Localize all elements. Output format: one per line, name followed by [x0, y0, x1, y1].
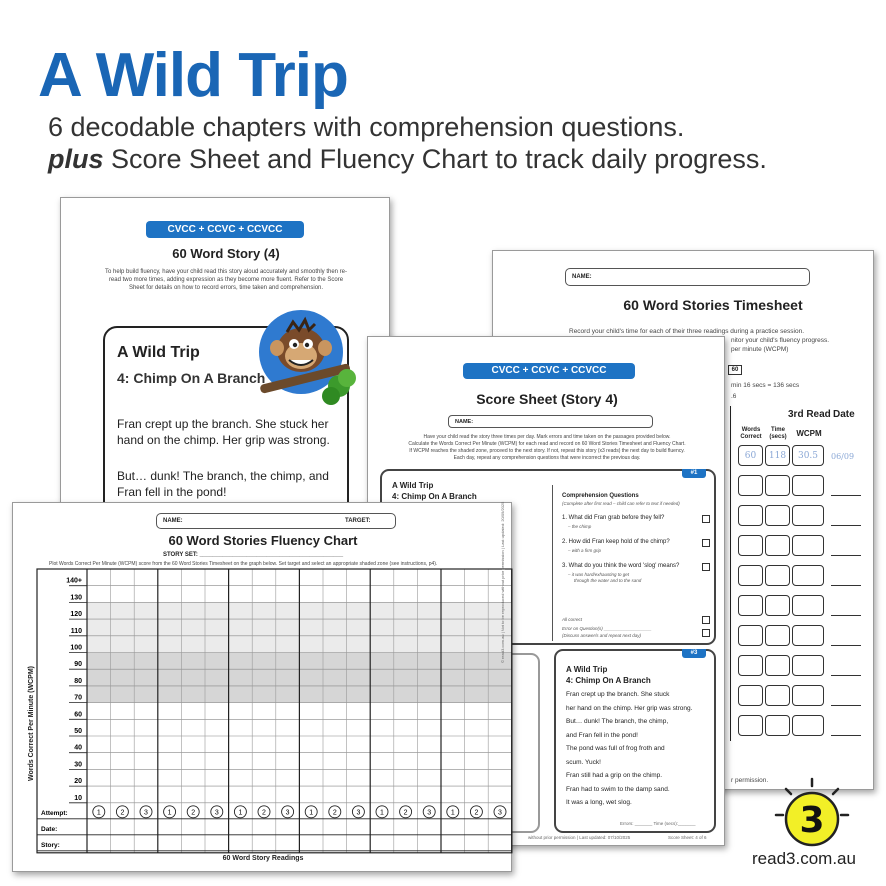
timesheet-entry-box[interactable]	[792, 595, 824, 616]
timesheet-entry-box[interactable]	[765, 655, 790, 676]
read-3-panel	[554, 649, 716, 833]
read-3-story-line: But… dunk! The branch, the chimp,	[566, 718, 669, 725]
error-checkbox[interactable]	[702, 629, 710, 637]
attempt-number: 1	[450, 809, 455, 817]
score-name-field: NAME:	[448, 415, 653, 428]
read-3-story-line: scum. Yuck!	[566, 758, 601, 766]
read-3-errors: Errors: _______ Time (secs):_______	[620, 821, 696, 826]
timesheet-entry-box[interactable]	[765, 595, 790, 616]
timesheet-entry-box[interactable]	[765, 685, 790, 706]
timesheet-instruction-1: Record your child's time for each of their three readings during a practice session.	[569, 328, 804, 335]
copyright-side-note: © read3.com.au | Not to be reproduced without prior permission | Last updated: 20/09/2025	[500, 501, 505, 663]
date-entry-line[interactable]	[831, 495, 861, 496]
wcpm-header: WCPM	[796, 429, 822, 438]
fluency-name-label: NAME:	[163, 518, 183, 524]
y-axis-label: Words Correct Per Minute (WCPM)	[28, 666, 35, 781]
answer-1: – the chimp	[568, 524, 592, 529]
y-tick-label: 10	[74, 794, 82, 802]
timesheet-footer: r permission.	[731, 777, 769, 784]
fluency-instructions: Plot Words Correct Per Minute (WCPM) score from the 60 Word Stories Timesheet on the graph below. Set target and select an appropriate shaded zone (see instructions, p4).	[49, 561, 438, 567]
timesheet-entry-box[interactable]	[792, 505, 824, 526]
timesheet-entry-box[interactable]	[765, 505, 790, 526]
attempt-number: 3	[427, 809, 432, 817]
question-2-checkbox[interactable]	[702, 539, 710, 547]
read3-logo-icon	[772, 775, 852, 855]
y-tick-label: 20	[74, 778, 82, 786]
score-instructions	[382, 434, 712, 462]
time-secs-header: Time (secs)	[769, 427, 787, 440]
date-heading: Date	[833, 409, 855, 420]
date-entry-line[interactable]	[831, 555, 861, 556]
timesheet-entry-box[interactable]	[765, 535, 790, 556]
answer-3a: – it was hard/exhausting to get	[568, 572, 630, 577]
fluency-grid	[31, 569, 501, 859]
monkey-illustration	[251, 308, 361, 418]
timesheet-instruction-3: per minute (WCPM)	[731, 346, 789, 353]
y-tick-label: 90	[74, 661, 82, 669]
timesheet-entry-box[interactable]	[738, 625, 763, 646]
date-entry-line[interactable]	[831, 645, 861, 646]
y-tick-label: 100	[70, 644, 82, 652]
error-question-label: Error on Question(s) ___________________	[562, 626, 652, 631]
read-3-tag: #3	[682, 649, 706, 658]
page-title: A Wild Trip	[38, 41, 348, 110]
attempt-number: 3	[214, 809, 219, 817]
question-1-checkbox[interactable]	[702, 515, 710, 523]
y-tick-label: 50	[74, 728, 82, 735]
score-instruction-2: Calculate the Words Correct Per Minute (WCPM) for each read and record on 60 Word Stories Timesheet and Fluency Chart.	[408, 441, 686, 447]
timesheet-example: min 16 secs = 136 secs	[731, 382, 800, 389]
timesheet-name-field: NAME:	[565, 268, 810, 286]
timesheet-divider	[730, 406, 731, 741]
y-tick-label: 120	[70, 611, 82, 619]
y-tick-label: 130	[70, 594, 82, 602]
attempt-number: 1	[96, 809, 101, 817]
sample-wcpm: 30.5	[792, 445, 824, 466]
story-instructions: To help build fluency, have your child read this story aloud accurately and smoothly then re-read two more times, adding expression as they become more fluent. Refer to the Score Sheet for details on how to record errors, time taken and comprehension.	[104, 269, 348, 291]
timesheet-entry-box[interactable]	[738, 475, 763, 496]
question-1: 1. What did Fran grab before they fell?	[562, 515, 665, 521]
attempt-number: 2	[120, 809, 125, 817]
timesheet-entry-box[interactable]	[765, 565, 790, 586]
timesheet-heading: 60 Word Stories Timesheet	[623, 297, 803, 313]
date-entry-line[interactable]	[831, 735, 861, 736]
score-instruction-4: Each day, repeat any comprehension questions that were incorrect the previous day.	[453, 455, 641, 461]
timesheet-entry-box[interactable]	[738, 535, 763, 556]
attempt-number: 1	[380, 809, 384, 817]
story-paragraph-2: But… dunk! The branch, the chimp, and Fran fell in the pond!	[117, 469, 329, 499]
score-phonics-pill: CVCC + CCVC + CCVCC	[463, 363, 635, 379]
question-3-checkbox[interactable]	[702, 563, 710, 571]
sample-words-correct: 60	[738, 445, 763, 466]
read-3-chapter: 4: Chimp On A Branch	[566, 676, 651, 685]
cq-note: (Complete after first read – child can refer to text if needed)	[562, 501, 680, 506]
fluency-heading: 60 Word Stories Fluency Chart	[168, 533, 358, 548]
story-phonics-pill: CVCC + CCVC + CCVCC	[146, 221, 304, 238]
attempt-label: Attempt:	[41, 809, 68, 817]
timesheet-entry-box[interactable]	[738, 505, 763, 526]
timesheet-example-2: .6	[731, 393, 737, 400]
discuss-note: (Discuss answer/s and repeat next day)	[562, 633, 642, 638]
attempt-number: 2	[332, 809, 337, 817]
answer-2: – with a firm grip	[568, 548, 602, 553]
fluency-name-target-field	[156, 513, 396, 529]
y-tick-label: 30	[74, 761, 82, 769]
story-heading: 60 Word Story (4)	[172, 246, 280, 261]
read-3-story-line: The pond was full of frog froth and	[566, 745, 665, 752]
timesheet-entry-box[interactable]	[765, 625, 790, 646]
date-label: Date:	[41, 825, 58, 833]
y-tick-label: 70	[74, 694, 82, 702]
score-footer-left: without prior permission | Last updated: 07/10/2025	[528, 835, 631, 840]
story-title: A Wild Trip	[117, 344, 200, 361]
score-instruction-1: Have your child read the story three times per day. Mark errors and time taken on the passages provided below.	[423, 434, 671, 440]
timesheet-entry-box[interactable]	[792, 655, 824, 676]
timesheet-entry-box[interactable]	[765, 475, 790, 496]
read-3-story-line: It was a long, wet slog.	[566, 799, 632, 806]
attempt-number: 3	[144, 809, 148, 817]
timesheet-entry-box[interactable]	[792, 475, 824, 496]
timesheet-entry-box[interactable]	[792, 535, 824, 556]
site-url: read3.com.au	[752, 849, 856, 868]
attempt-number: 2	[474, 809, 479, 817]
timesheet-entry-box[interactable]	[765, 715, 790, 736]
fluency-chart-page	[12, 502, 512, 872]
date-entry-line[interactable]	[831, 615, 861, 616]
timesheet-sixty-box: 60	[728, 365, 742, 375]
story-chapter: 4: Chimp On A Branch	[117, 370, 266, 386]
read-1-tag: #1	[682, 469, 706, 478]
cq-title: Comprehension Questions	[562, 493, 639, 499]
read-3-story-line: Fran had to swim to the damp sand.	[566, 785, 670, 793]
fluency-target-label: TARGET:	[345, 518, 371, 524]
all-correct-checkbox[interactable]	[702, 616, 710, 624]
subtitle-line-1: 6 decodable chapters with comprehension questions.	[48, 112, 685, 142]
sample-time: 118	[765, 445, 790, 466]
y-tick-label: 40	[74, 744, 82, 752]
story-page	[60, 197, 390, 517]
answer-3b: through the water and to the sand	[574, 578, 642, 583]
attempt-number: 2	[403, 809, 408, 817]
date-entry-line[interactable]	[831, 705, 861, 706]
date-entry-line[interactable]	[831, 675, 861, 676]
timesheet-entry-box[interactable]	[738, 565, 763, 586]
timesheet-entry-box[interactable]	[738, 655, 763, 676]
timesheet-entry-box[interactable]	[738, 685, 763, 706]
logo-digit: 3	[799, 800, 825, 841]
y-tick-label: 110	[70, 627, 82, 635]
attempt-number: 1	[309, 809, 314, 817]
timesheet-entry-box[interactable]	[792, 625, 824, 646]
story-set-field: STORY SET: ___________________________________________	[163, 552, 344, 558]
read-1-title: A Wild Trip	[392, 481, 434, 490]
x-axis-label: 60 Word Story Readings	[222, 855, 304, 862]
read-3-story-line: her hand on the chimp. Her grip was strong.	[566, 704, 693, 712]
date-entry-line[interactable]	[831, 585, 861, 586]
question-3: 3. What do you think the word 'slog' means?	[562, 563, 680, 569]
timesheet-entry-box[interactable]	[738, 715, 763, 736]
attempt-number: 3	[498, 809, 502, 817]
timesheet-entry-box[interactable]	[792, 715, 824, 736]
attempt-number: 1	[167, 809, 172, 817]
read-3-story-line: Fran crept up the branch. She stuck	[566, 691, 670, 698]
score-footer-right: Score Sheet: 4 of 6	[668, 835, 707, 840]
read-1-chapter: 4: Chimp On A Branch	[392, 492, 477, 501]
read-3-title: A Wild Trip	[566, 665, 608, 674]
score-heading: Score Sheet (Story 4)	[476, 391, 618, 407]
subtitle-plus: plus	[48, 144, 104, 174]
timesheet-entry-box[interactable]	[738, 595, 763, 616]
attempt-number: 1	[238, 809, 243, 817]
timesheet-entry-box[interactable]	[792, 565, 824, 586]
sample-date: 06/09	[831, 452, 855, 461]
attempt-number: 3	[356, 809, 361, 817]
attempt-number: 2	[191, 809, 196, 817]
read-3-story-line: and Fran fell in the pond!	[566, 731, 638, 739]
read-1-divider	[552, 485, 553, 641]
words-correct-header: Words Correct	[740, 427, 762, 440]
read-3-story-line: Fran still had a grip on the chimp.	[566, 772, 663, 779]
third-read-heading: 3rd Read	[788, 409, 831, 420]
subtitle-line-2	[48, 144, 767, 175]
timesheet-instruction-2: nitor your child's fluency progress.	[731, 337, 830, 344]
date-entry-line[interactable]	[831, 525, 861, 526]
question-2: 2. How did Fran keep hold of the chimp?	[562, 539, 670, 545]
subtitle-rest: Score Sheet and Fluency Chart to track daily progress.	[103, 144, 767, 174]
y-tick-label: 140+	[66, 577, 82, 585]
y-tick-label: 60	[74, 711, 82, 719]
y-tick-label: 80	[74, 677, 82, 685]
score-instruction-3: If WCPM reaches the shaded zone, proceed to the next story. If not, repeat this story (x3 reads) the next day to build fluency.	[409, 448, 685, 454]
story-paragraph-1: Fran crept up the branch. She stuck her hand on the chimp. Her grip was strong.	[117, 417, 330, 447]
story-label: Story:	[41, 841, 60, 849]
all-correct-label: All correct	[562, 617, 583, 622]
attempt-number: 2	[262, 809, 266, 817]
timesheet-entry-box[interactable]	[792, 685, 824, 706]
attempt-number: 3	[285, 809, 290, 817]
